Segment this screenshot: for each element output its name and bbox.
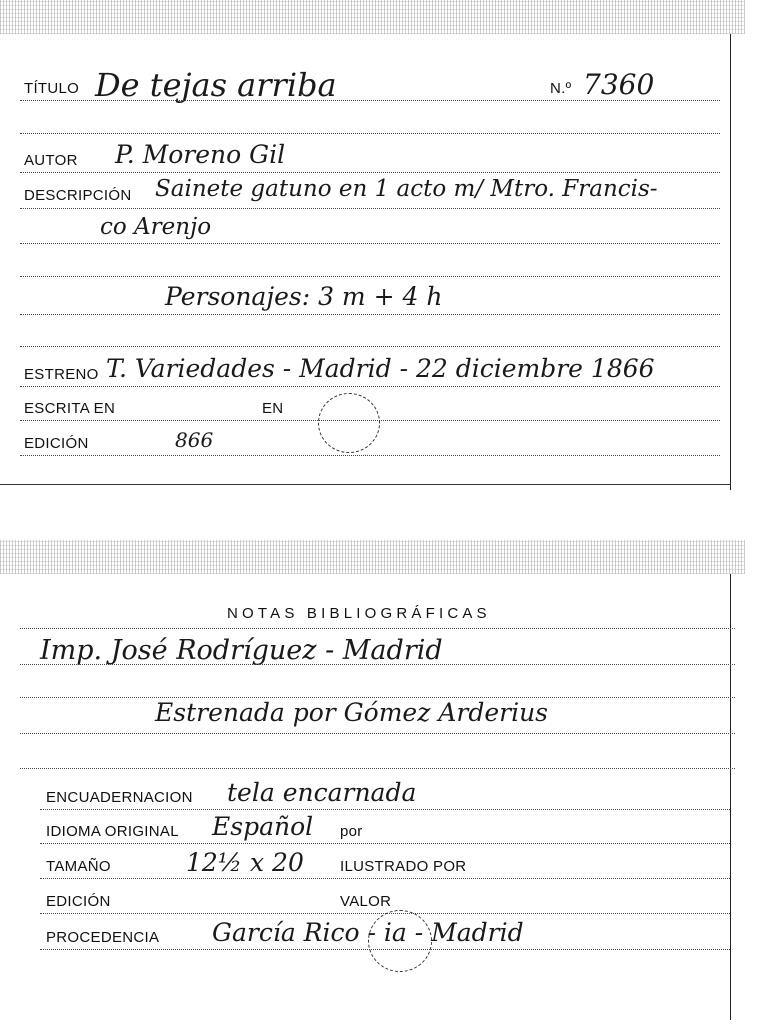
premiere-value: T. Variedades - Madrid - 22 diciembre 1866: [106, 354, 655, 383]
binding-label: ENCUADERNACION: [46, 789, 193, 806]
edition-label: EDICIÓN: [46, 893, 111, 910]
card-border: [730, 574, 731, 1020]
characters-line: Personajes: 3 m + 4 h: [165, 282, 443, 311]
blank-line: [20, 346, 720, 347]
edition-value: 866: [175, 428, 214, 452]
author-line: [20, 172, 720, 173]
note-line2: Estrenada por Gómez Arderius: [155, 698, 549, 727]
description-line: [20, 276, 720, 277]
number-label: N.º: [550, 80, 572, 97]
edition-label: EDICIÓN: [24, 435, 89, 452]
card-border: [730, 34, 731, 490]
description-line: [20, 243, 720, 244]
title-value: De tejas arriba: [95, 66, 337, 104]
torn-edge: [0, 540, 745, 574]
title-line: [20, 100, 720, 101]
blank-line: [20, 133, 720, 134]
faded-stamp: [318, 393, 380, 453]
catalog-card: [0, 0, 745, 490]
written-in-label: ESCRITA EN: [24, 400, 116, 417]
illustrated-label: ILUSTRADO POR: [340, 858, 467, 875]
language-value: Español: [212, 812, 314, 841]
description-line: [20, 314, 720, 315]
language-line: [40, 843, 730, 844]
by-label: por: [340, 823, 363, 840]
value-label: VALOR: [340, 893, 392, 910]
size-line: [40, 878, 730, 879]
language-label: IDIOMA ORIGINAL: [46, 823, 179, 840]
author-label: AUTOR: [24, 152, 78, 169]
size-label: TAMAÑO: [46, 858, 111, 875]
notes-line: [20, 768, 735, 769]
size-value: 12½ x 20: [186, 848, 304, 877]
premiere-label: ESTRENO: [24, 366, 99, 383]
note-line1: Imp. José Rodríguez - Madrid: [40, 635, 443, 666]
title-label: TÍTULO: [24, 80, 80, 97]
author-value: P. Moreno Gil: [115, 140, 286, 169]
card-bottom-border: [0, 484, 731, 485]
notes-line: [20, 628, 735, 629]
description-line: [20, 208, 720, 209]
number-value: 7360: [583, 68, 655, 101]
binding-value: tela encarnada: [227, 778, 417, 807]
description-label: DESCRIPCIÓN: [24, 187, 132, 204]
in-label: EN: [262, 400, 284, 417]
binding-line: [40, 809, 730, 810]
description-line2: co Arenjo: [100, 214, 212, 240]
notes-heading: NOTAS BIBLIOGRÁFICAS: [227, 605, 491, 622]
edition-line: [20, 455, 720, 456]
notes-line: [20, 664, 735, 665]
torn-edge: [0, 0, 745, 34]
faded-stamp: [368, 910, 432, 972]
bibliographic-notes-card: [0, 540, 745, 1020]
provenance-value: García Rico - ia - Madrid: [212, 918, 524, 947]
provenance-label: PROCEDENCIA: [46, 929, 160, 946]
notes-line: [20, 733, 735, 734]
description-line1: Sainete gatuno en 1 acto m/ Mtro. Francis-: [155, 176, 658, 202]
premiere-line: [20, 386, 720, 387]
